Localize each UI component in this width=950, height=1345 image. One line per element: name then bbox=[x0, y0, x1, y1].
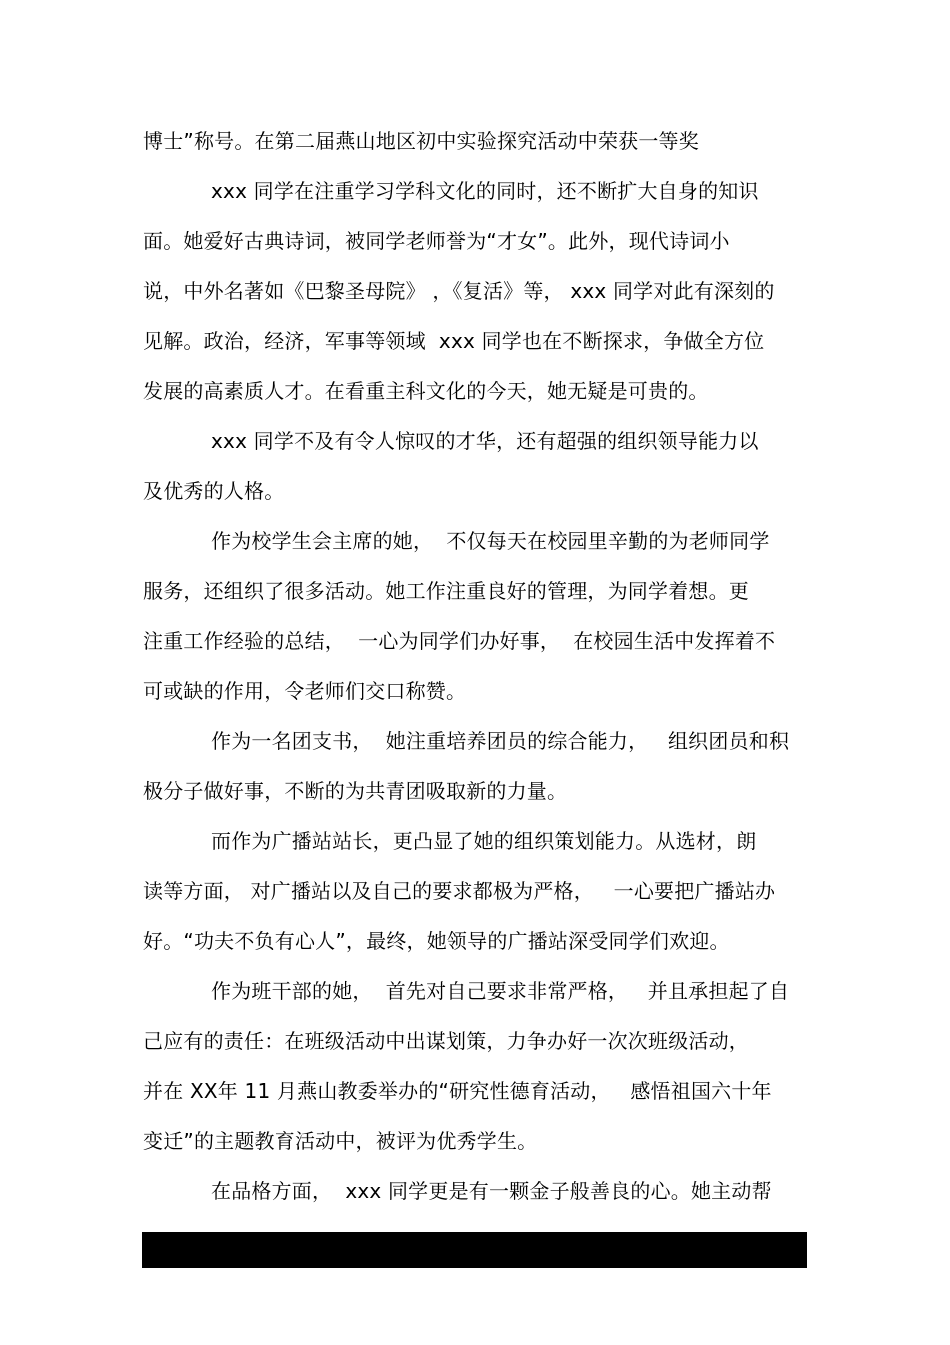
text-line: 好。“功夫不负有心人”，最终，她领导的广播站深受同学们欢迎。 bbox=[143, 929, 730, 953]
paragraph-first-line: xxx 同学在注重学习学科文化的同时，还不断扩大自身的知识 bbox=[211, 179, 759, 203]
paragraph-first-line: 在品格方面， xxx 同学更是有一颗金子般善良的心。她主动帮 bbox=[211, 1179, 772, 1203]
paragraph-first-line: 作为一名团支书， 她注重培养团员的综合能力， 组织团员和积 bbox=[211, 729, 790, 753]
paragraph-first-line: xxx 同学不及有令人惊叹的才华，还有超强的组织领导能力以 bbox=[211, 429, 759, 453]
text-line: 见解。政治，经济，军事等领域 xxx 同学也在不断探求，争做全方位 bbox=[143, 329, 765, 353]
text-line: 注重工作经验的总结， 一心为同学们办好事， 在校园生活中发挥着不 bbox=[143, 629, 776, 653]
redaction-bar bbox=[142, 1232, 807, 1268]
text-line: 说，中外名著如《巴黎圣母院》 ，《复活》等， xxx 同学对此有深刻的 bbox=[143, 279, 775, 303]
text-line: 读等方面， 对广播站以及自己的要求都极为严格， 一心要把广播站办 bbox=[143, 879, 776, 903]
text-line: 博士”称号。在第二届燕山地区初中实验探究活动中荣获一等奖 bbox=[143, 129, 699, 153]
text-line: 并在 XX年 11 月燕山教委举办的“研究性德育活动， 感悟祖国六十年 bbox=[143, 1079, 772, 1103]
text-line: 及优秀的人格。 bbox=[143, 479, 285, 503]
paragraph-first-line: 作为校学生会主席的她， 不仅每天在校园里辛勤的为老师同学 bbox=[211, 529, 770, 553]
paragraph-first-line: 而作为广播站站长，更凸显了她的组织策划能力。从选材，朗 bbox=[211, 829, 757, 853]
text-line: 变迁”的主题教育活动中，被评为优秀学生。 bbox=[143, 1129, 538, 1153]
text-line: 极分子做好事，不断的为共青团吸取新的力量。 bbox=[143, 779, 568, 803]
text-line: 己应有的责任：在班级活动中出谋划策，力争办好一次次班级活动， bbox=[143, 1029, 749, 1053]
paragraph-first-line: 作为班干部的她， 首先对自己要求非常严格， 并且承担起了自 bbox=[211, 979, 790, 1003]
text-line: 可或缺的作用，令老师们交口称赞。 bbox=[143, 679, 467, 703]
text-line: 发展的高素质人才。在看重主科文化的今天，她无疑是可贵的。 bbox=[143, 379, 709, 403]
text-line: 服务，还组织了很多活动。她工作注重良好的管理，为同学着想。更 bbox=[143, 579, 749, 603]
text-line: 面。她爱好古典诗词，被同学老师誉为“才女”。此外，现代诗词小 bbox=[143, 229, 730, 253]
